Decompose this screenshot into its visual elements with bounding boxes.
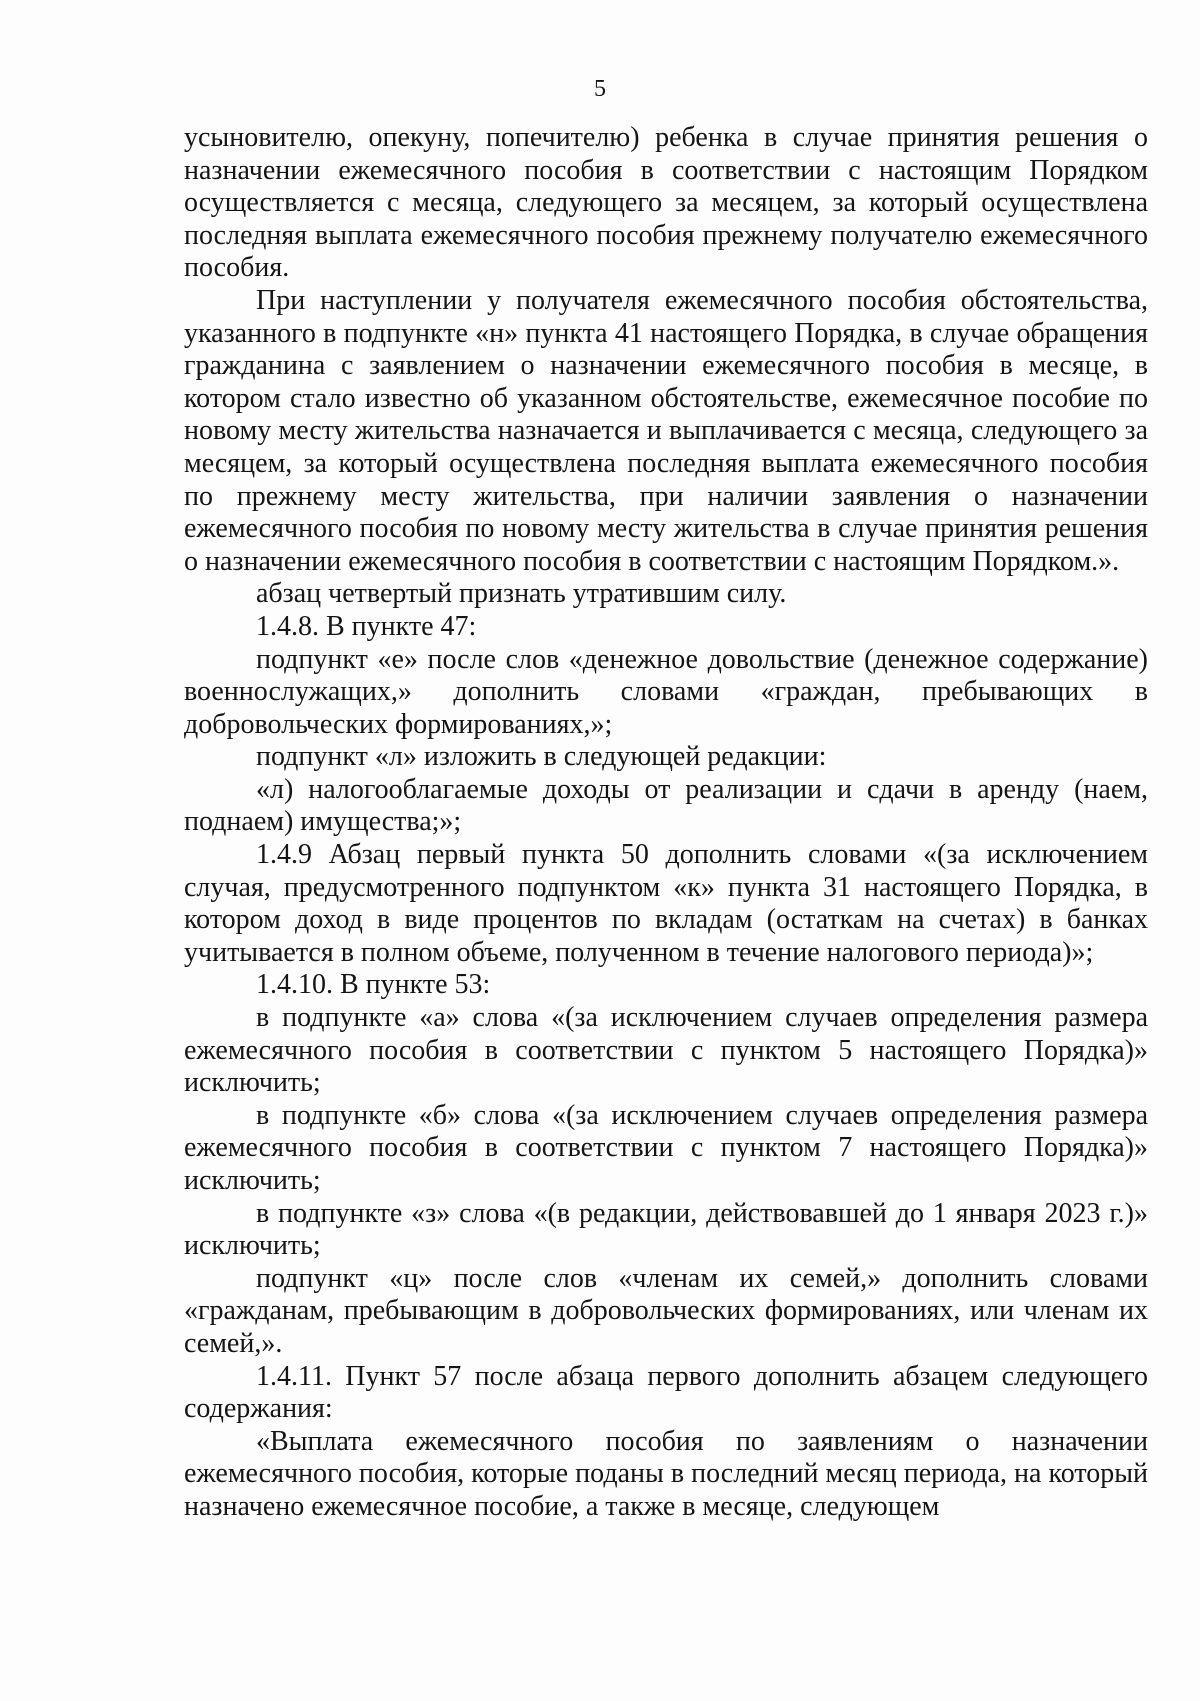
paragraph-continuation: усыновителю, опекуну, попечителю) ребенка в случае принятия решения о назначении ежемесячного пособия в соответствии с настоящим Порядком осуществляется с месяца, следующего за месяцем, за который осуществлена последняя выплата ежемесячного пособия прежнему получателю ежемесячного пособия. bbox=[184, 122, 1148, 284]
paragraph-quote-payment: «Выплата ежемесячного пособия по заявлениям о назначении ежемесячного пособия, которые поданы в последний месяц периода, на который назначено ежемесячное пособие, а также в месяце, следующем bbox=[184, 1425, 1148, 1522]
paragraph-1-4-10-heading: 1.4.10. В пункте 53: bbox=[256, 969, 491, 1001]
paragraph-1-4-11: 1.4.11. Пункт 57 после абзаца первого дополнить абзацем следующего содержания: bbox=[184, 1360, 1148, 1425]
paragraph-subpoint-a: в подпункте «а» слова «(за исключением случаев определения размера ежемесячного пособия в соответствии с пунктом 5 настоящего Порядка)» исключить; bbox=[184, 1002, 1148, 1099]
paragraph-subpoint-l-intro: подпункт «л» изложить в следующей редакции: bbox=[256, 741, 827, 773]
paragraph-subpoint-b: в подпункте «б» слова «(за исключением случаев определения размера ежемесячного пособия в соответствии с пунктом 7 настоящего Порядка)» исключить; bbox=[184, 1099, 1148, 1196]
paragraph-1-4-9: 1.4.9 Абзац первый пункта 50 дополнить словами «(за исключением случая, предусмотренного подпунктом «к» пункта 31 настоящего Порядка, в котором доход в виде процентов по вкладам (остаткам на счетах) в банках учитывается в полном объеме, полученном в течение налогового периода)»; bbox=[184, 839, 1148, 968]
page-number: 5 bbox=[594, 76, 606, 102]
document-body bbox=[184, 122, 1148, 1524]
paragraph-1-4-8-heading: 1.4.8. В пункте 47: bbox=[256, 610, 477, 642]
paragraph-subpoint-ts: подпункт «ц» после слов «членам их семей,» дополнить словами «гражданам, пребывающим в добровольческих формированиях, или членам их семей,». bbox=[184, 1262, 1148, 1359]
paragraph-subpoint-z: в подпункте «з» слова «(в редакции, действовавшей до 1 января 2023 г.)» исключить; bbox=[184, 1197, 1148, 1262]
paragraph-residence-change: При наступлении у получателя ежемесячного пособия обстоятельства, указанного в подпункте «н» пункта 41 настоящего Порядка, в случае обращения гражданина с заявлением о назначении ежемесячного пособия в месяце, в котором стало известно об указанном обстоятельстве, ежемесячное пособие по новому месту жительства назначается и выплачивается с месяца, следующего за месяцем, за который осуществлена последняя выплата ежемесячного пособия по прежнему месту жительства, при наличии заявления о назначении ежемесячного пособия по новому месту жительства в случае принятия решения о назначении ежемесячного пособия в соответствии с настоящим Порядком.». bbox=[184, 284, 1148, 577]
paragraph-fourth-invalid: абзац четвертый признать утратившим силу. bbox=[256, 578, 787, 610]
paragraph-subpoint-e: подпункт «е» после слов «денежное довольствие (денежное содержание) военнослужащих,» дополнить словами «граждан, пребывающих в добровольческих формированиях,»; bbox=[184, 643, 1148, 740]
paragraph-subpoint-l-text: «л) налогооблагаемые доходы от реализации и сдачи в аренду (наем, поднаем) имущества;»; bbox=[184, 773, 1148, 838]
